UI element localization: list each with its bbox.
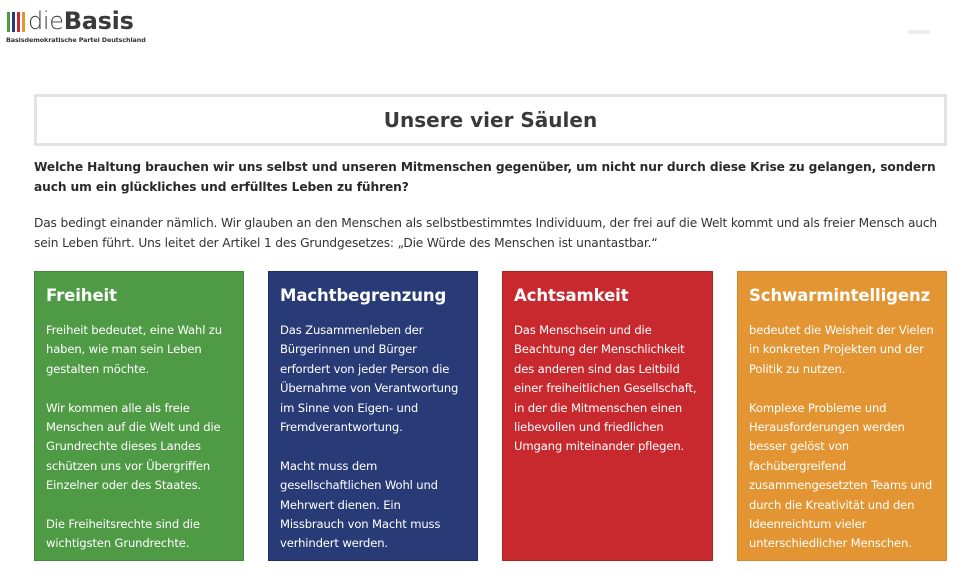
pillar-text: Die Freiheitsrechte sind die wichtigsten Grundrechte. — [46, 517, 200, 551]
pillar-card-machtbegrenzung — [268, 271, 478, 561]
logo-wordmark — [28, 6, 134, 36]
page-title: Unsere vier Säulen — [383, 108, 598, 132]
pillar-text: Das Menschsein und die Beachtung der Menschlichkeit des anderen sind das Leitbild einer freiheitlichen Gesellschaft, in der die Mitmenschen einen liebevollen und friedlichen Umgang miteinander pflegen. — [514, 323, 697, 454]
pillar-text: Das Zusammenleben der Bürgerinnen und Bürger erfordert von jeder Person die Übernahme von Verantwortung im Sinne von Eigen- und Fremdverantwortung. — [280, 323, 459, 435]
logo[interactable] — [5, 6, 146, 46]
logo-name: Basis — [63, 7, 134, 35]
pillar-text: Macht muss dem gesellschaftlichen Wohl und Mehrwert dienen. Ein Missbrauch von Macht muss verhindert werden. — [280, 458, 441, 551]
pillar-card-schwarmintelligenz — [737, 271, 947, 561]
site-header — [0, 0, 960, 60]
pillar-text: Freiheit bedeutet, eine Wahl zu haben, wie man sein Leben gestalten möchte. — [46, 323, 222, 376]
pillar-title: Freiheit — [46, 286, 117, 305]
logo-bars-icon — [7, 12, 25, 32]
intro-question: Welche Haltung brauchen wir uns selbst und unseren Mitmenschen gegenüber, um nicht nur durch diese Krise zu gelangen, sondern auch um ein glückliches und erfülltes Leben zu führen? — [34, 160, 936, 194]
pillar-card-freiheit — [34, 271, 244, 561]
logo-subtitle: Basisdemokratische Partei Deutschland — [6, 36, 146, 44]
logo-prefix: die — [28, 7, 64, 35]
pillar-text: bedeutet die Weisheit der Vielen in konkreten Projekten und der Politik zu nutzen. — [749, 323, 934, 376]
pillar-text: Komplexe Probleme und Herausforderungen werden besser gelöst von fachübergreifend zusammengesetzten Teams und durch die Kreativität und den Ideenreichtum vieler unterschiedlicher Menschen. — [749, 400, 933, 551]
pillar-title: Machtbegrenzung — [280, 286, 447, 305]
section-title-box — [34, 94, 947, 146]
pillar-card-achtsamkeit — [502, 271, 713, 561]
menu-icon[interactable] — [908, 30, 930, 34]
pillar-text: Wir kommen alle als freie Menschen auf die Welt und die Grundrechte dieses Landes schützen uns vor Übergriffen Einzelner oder des Staates. — [46, 400, 221, 493]
pillar-title: Schwarmintelligenz — [749, 286, 931, 305]
intro-paragraph: Das bedingt einander nämlich. Wir glauben an den Menschen als selbstbestimmtes Individuum, der frei auf die Welt kommt und als freier Mensch auch sein Leben führt. Uns leitet der Artikel 1 des Grundgesetzes: „Die Würde des Menschen ist unantastbar.“ — [34, 216, 938, 250]
pillar-title: Achtsamkeit — [514, 286, 629, 305]
